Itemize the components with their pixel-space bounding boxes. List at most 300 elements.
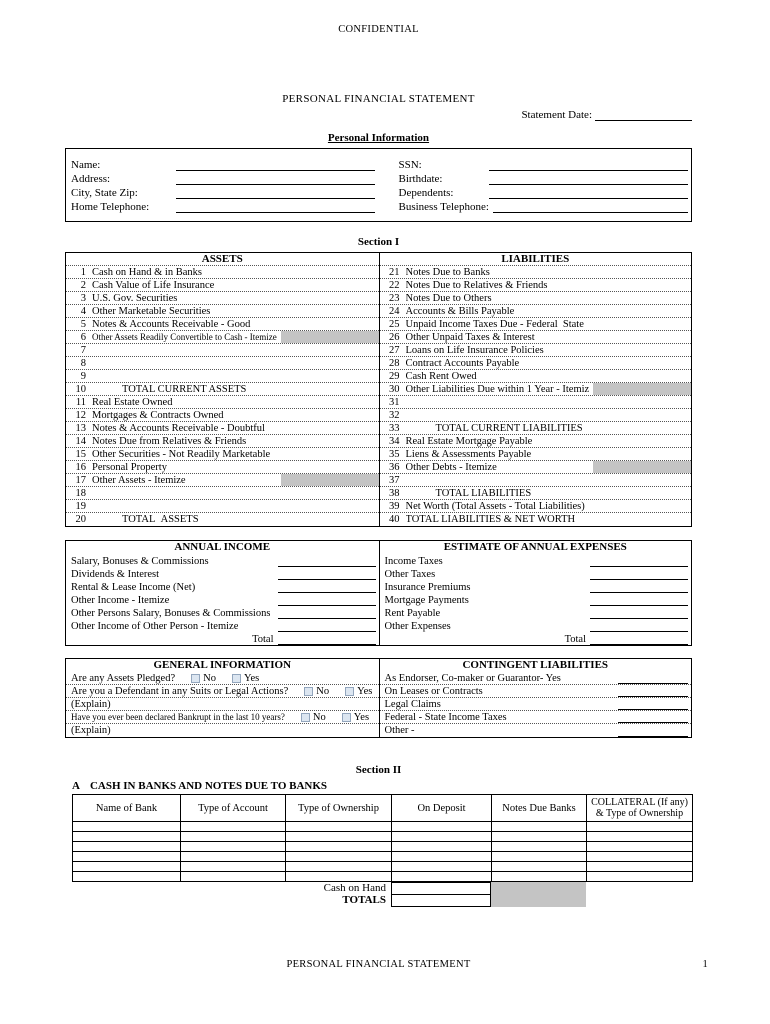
amount-cell[interactable] [593, 370, 691, 382]
bank-table-header-row [73, 795, 693, 822]
line-label: Rent Payable [384, 608, 441, 619]
personal-info-field [71, 171, 375, 185]
line-number: 28 [389, 357, 400, 369]
expense-row [380, 567, 692, 580]
s1-row-liability [380, 513, 692, 526]
general-info-header: GENERAL INFORMATION [153, 659, 292, 671]
field-input-line[interactable] [489, 187, 689, 199]
line-number: 17 [75, 474, 86, 486]
income-row [66, 593, 379, 606]
line-number: 32 [389, 409, 400, 421]
line-label: Federal - State Income Taxes [384, 711, 507, 723]
liabilities-header: LIABILITIES [380, 253, 692, 266]
assets-header: ASSETS [66, 253, 379, 266]
amount-line[interactable] [278, 556, 376, 567]
section1-heading: Section I [357, 236, 400, 248]
statement-date-input-line[interactable] [595, 109, 692, 121]
amount-cell[interactable] [281, 279, 379, 291]
footer-title: PERSONAL FINANCIAL STATEMENT [286, 959, 471, 970]
s1-row-asset [66, 266, 379, 279]
s1-row-liability [380, 331, 692, 344]
contingent-row [380, 724, 692, 737]
bank-table-cell[interactable] [73, 832, 181, 842]
line-label: Insurance Premiums [384, 582, 471, 593]
amount-cell[interactable] [281, 370, 379, 382]
s1-row-asset [66, 409, 379, 422]
field-input-line[interactable] [493, 201, 688, 213]
no-checkbox[interactable] [191, 674, 200, 683]
line-label: Cash Rent Owed [405, 370, 477, 382]
amount-cell[interactable] [281, 266, 379, 278]
annual-income-column [66, 541, 379, 645]
line-label: TOTAL LIABILITIES [435, 487, 532, 499]
bank-table-body [73, 822, 693, 882]
line-number: 6 [80, 331, 86, 343]
line-label: Personal Property [92, 461, 167, 473]
line-label: Other Liabilities Due within 1 Year - Itemiz [405, 383, 590, 395]
line-number: 30 [389, 383, 400, 395]
line-number: 25 [389, 318, 400, 330]
line-number: 23 [389, 292, 400, 304]
page-footer [65, 959, 708, 970]
expense-row [380, 593, 692, 606]
income-total-row [66, 632, 379, 645]
bank-table-cell[interactable] [392, 822, 492, 832]
s1-row-asset [66, 487, 379, 500]
line-number: 12 [75, 409, 86, 421]
contingent-column [379, 659, 692, 737]
s1-row-asset [66, 435, 379, 448]
total-label: Total [252, 634, 274, 645]
s1-row-asset [66, 448, 379, 461]
income-row [66, 580, 379, 593]
line-label: Other Persons Salary, Bonuses & Commissions [71, 608, 271, 619]
bank-table-cell[interactable] [492, 822, 587, 832]
bank-table-row [73, 862, 693, 872]
no-checkbox[interactable] [301, 713, 310, 722]
s1-row-liability [380, 435, 692, 448]
amount-cell[interactable] [593, 305, 691, 317]
line-label: Rental & Lease Income (Net) [71, 582, 196, 593]
s1-row-liability [380, 370, 692, 383]
s1-row-asset [66, 331, 379, 344]
total-label: Total [564, 634, 586, 645]
line-label: TOTAL LIABILITIES & NET WORTH [405, 514, 576, 525]
shaded-amount-cell[interactable] [281, 474, 379, 486]
column-header: Name of Bank [73, 795, 181, 822]
column-header: On Deposit [392, 795, 492, 822]
bank-table-cell[interactable] [286, 832, 392, 842]
amount-line[interactable] [618, 713, 688, 723]
bank-table-cell[interactable] [492, 862, 587, 872]
personal-info-box [65, 148, 692, 222]
field-label: Birthdate: [398, 173, 443, 185]
field-input-line[interactable] [176, 159, 375, 171]
bank-table-cell[interactable] [587, 852, 693, 862]
personal-info-field [71, 185, 375, 199]
line-label: Notes Due to Banks [405, 266, 490, 278]
bank-table-row [73, 842, 693, 852]
personal-info-field [399, 199, 689, 213]
bank-table-cell[interactable] [492, 872, 587, 882]
bank-table-cell[interactable] [73, 872, 181, 882]
page-title: PERSONAL FINANCIAL STATEMENT [282, 93, 475, 105]
expense-rows [380, 554, 692, 645]
amount-cell[interactable] [281, 344, 379, 356]
field-label: Dependents: [398, 187, 454, 199]
amount-cell[interactable] [593, 513, 691, 526]
personal-info-field [399, 157, 689, 171]
contingent-row [380, 698, 692, 711]
line-label: U.S. Gov. Securities [92, 292, 178, 304]
line-label: Unpaid Income Taxes Due - Federal State [405, 318, 584, 330]
line-label: Accounts & Bills Payable [405, 305, 515, 317]
s1-row-liability [380, 396, 692, 409]
s1-row-asset [66, 422, 379, 435]
no-label: No [316, 685, 330, 697]
column-header: Type of Account [181, 795, 286, 822]
field-input-line[interactable] [489, 159, 689, 171]
line-number: 11 [75, 396, 86, 408]
amount-cell[interactable] [281, 409, 379, 421]
s1-row-liability [380, 500, 692, 513]
line-label: Real Estate Owned [92, 396, 173, 408]
yes-label: Yes [243, 672, 260, 684]
contingent-header: CONTINGENT LIABILITIES [462, 659, 609, 671]
no-label: No [312, 711, 326, 723]
shaded-amount-cell[interactable] [593, 461, 691, 473]
line-label: Legal Claims [384, 698, 441, 710]
line-label: Cash Value of Life Insurance [92, 279, 215, 291]
assets-rows [66, 266, 379, 526]
bank-table-cell[interactable] [587, 842, 693, 852]
amount-line[interactable] [590, 569, 688, 580]
line-label: Dividends & Interest [71, 569, 160, 580]
bank-table-cell[interactable] [181, 832, 286, 842]
general-info-column [66, 659, 379, 737]
bank-table-cell[interactable] [392, 872, 492, 882]
bank-table-cell[interactable] [392, 832, 492, 842]
total-amount-line[interactable] [278, 634, 376, 645]
footer-page-number: 1 [702, 959, 708, 970]
bank-table-cell[interactable] [73, 822, 181, 832]
annual-expenses-header: ESTIMATE OF ANNUAL EXPENSES [443, 541, 627, 553]
column-header: Type of Ownership [286, 795, 392, 822]
line-number: 26 [389, 331, 400, 343]
bank-table-cell[interactable] [181, 872, 286, 882]
question-label: Have you ever been declared Bankrupt in the last 10 years? [71, 712, 285, 722]
bank-table-cell[interactable] [587, 862, 693, 872]
s1-row-liability [380, 344, 692, 357]
field-label: Business Telephone: [398, 201, 489, 213]
s1-row-asset [66, 318, 379, 331]
s1-row-asset [66, 383, 379, 396]
line-label: Contract Accounts Payable [405, 357, 520, 369]
bank-table-cell[interactable] [286, 862, 392, 872]
confidential-label: CONFIDENTIAL [338, 24, 419, 35]
amount-cell[interactable] [593, 318, 691, 330]
section1-table [65, 252, 692, 527]
line-label: Notes Due to Relatives & Friends [405, 279, 548, 291]
line-label: Other Unpaid Taxes & Interest [405, 331, 535, 343]
s1-row-liability [380, 383, 692, 396]
amount-line[interactable] [618, 727, 688, 737]
income-row [66, 619, 379, 632]
amount-cell[interactable] [593, 487, 691, 499]
total-amount-line[interactable] [590, 634, 688, 645]
personal-information-heading: Personal Information [327, 132, 430, 144]
shaded-amount-cell[interactable] [281, 331, 379, 343]
bank-table-cell[interactable] [392, 852, 492, 862]
amount-cell[interactable] [593, 500, 691, 512]
amount-cell[interactable] [281, 513, 379, 526]
bank-table-cell[interactable] [73, 852, 181, 862]
field-label: Address: [71, 173, 111, 185]
yes-checkbox[interactable] [342, 713, 351, 722]
no-checkbox[interactable] [304, 687, 313, 696]
line-label: Other Marketable Securities [92, 305, 211, 317]
amount-line[interactable] [278, 595, 376, 606]
s1-row-liability [380, 474, 692, 487]
expense-total-row [380, 632, 692, 645]
line-label: Other Expenses [384, 621, 451, 632]
amount-line[interactable] [618, 700, 688, 710]
income-rows [66, 554, 379, 645]
line-number: 16 [75, 461, 86, 473]
section2-heading: Section II [355, 764, 402, 776]
personal-info-left [66, 157, 379, 221]
amount-line[interactable] [590, 621, 688, 632]
bank-table-cell[interactable] [587, 822, 693, 832]
bank-table-row [73, 832, 693, 842]
expense-row [380, 606, 692, 619]
line-number: 13 [75, 422, 86, 434]
amount-cell[interactable] [593, 279, 691, 291]
amount-cell[interactable] [281, 383, 379, 395]
bank-table-cell[interactable] [286, 842, 392, 852]
contingent-row [380, 672, 692, 685]
amount-cell[interactable] [593, 266, 691, 278]
general-info-row [66, 711, 379, 724]
amount-cell[interactable] [281, 357, 379, 369]
s1-row-liability [380, 292, 692, 305]
general-info-row [66, 724, 379, 737]
expense-row [380, 619, 692, 632]
amount-line[interactable] [278, 569, 376, 580]
field-label: Name: [71, 159, 101, 171]
amount-cell[interactable] [593, 474, 691, 486]
line-label: Net Worth (Total Assets - Total Liabilities) [405, 500, 585, 512]
s1-row-asset [66, 279, 379, 292]
amount-cell[interactable] [281, 422, 379, 434]
contingent-rows [380, 672, 692, 737]
line-label: Other Income - Itemize [71, 595, 170, 606]
line-label: Loans on Life Insurance Policies [405, 344, 544, 356]
line-number: 24 [389, 305, 400, 317]
bank-table-cell[interactable] [587, 832, 693, 842]
amount-cell[interactable] [593, 357, 691, 369]
amount-line[interactable] [590, 582, 688, 593]
bank-table-cell[interactable] [181, 842, 286, 852]
question-label: Are you a Defendant in any Suits or Legal Actions? [71, 685, 289, 697]
annual-expenses-column [379, 541, 692, 645]
shaded-amount-cell[interactable] [593, 383, 691, 395]
personal-info-field [399, 185, 689, 199]
s1-row-asset [66, 357, 379, 370]
totals-shaded-cell [491, 894, 586, 907]
s1-row-asset [66, 461, 379, 474]
bank-table-cell[interactable] [181, 852, 286, 862]
s1-row-liability [380, 305, 692, 318]
line-number: 14 [75, 435, 86, 447]
line-number: 15 [75, 448, 86, 460]
amount-cell[interactable] [593, 448, 691, 460]
yes-checkbox[interactable] [232, 674, 241, 683]
field-input-line[interactable] [176, 201, 375, 213]
general-info-row [66, 672, 379, 685]
yes-label: Yes [353, 711, 370, 723]
line-label: Mortgage Payments [384, 595, 469, 606]
totals-amount-cell[interactable] [391, 894, 491, 907]
amount-cell[interactable] [281, 487, 379, 499]
liabilities-column [379, 253, 692, 526]
s1-row-asset [66, 344, 379, 357]
s1-row-liability [380, 448, 692, 461]
income-row [66, 567, 379, 580]
line-label: Income Taxes [384, 556, 443, 567]
line-number: 10 [75, 383, 86, 395]
personal-info-field [71, 157, 375, 171]
amount-cell[interactable] [281, 396, 379, 408]
personal-info-field [71, 199, 375, 213]
bank-table-cell[interactable] [181, 822, 286, 832]
general-info-row [66, 698, 379, 711]
expense-row [380, 580, 692, 593]
bank-table-cell[interactable] [492, 832, 587, 842]
amount-line[interactable] [590, 556, 688, 567]
bank-table-cell[interactable] [492, 852, 587, 862]
line-number: 1 [80, 266, 86, 278]
section2-letter: A [72, 780, 80, 792]
bank-table-cell[interactable] [286, 852, 392, 862]
general-contingent-table [65, 658, 692, 738]
line-label: Notes & Accounts Receivable - Good [92, 318, 251, 330]
line-number: 4 [80, 305, 86, 317]
bank-table-cell[interactable] [181, 862, 286, 872]
amount-cell[interactable] [593, 292, 691, 304]
bank-table-cell[interactable] [73, 862, 181, 872]
amount-cell[interactable] [593, 435, 691, 447]
bank-table-cell[interactable] [392, 862, 492, 872]
bank-table-cell[interactable] [286, 822, 392, 832]
amount-cell[interactable] [593, 409, 691, 421]
line-number: 40 [389, 514, 400, 525]
amount-line[interactable] [278, 582, 376, 593]
line-label: TOTAL ASSETS [122, 514, 199, 525]
section2-subheading [72, 780, 692, 792]
s1-row-liability [380, 266, 692, 279]
contingent-row [380, 711, 692, 724]
amount-cell[interactable] [281, 305, 379, 317]
line-number: 19 [75, 500, 86, 512]
line-label: On Leases or Contracts [384, 685, 483, 697]
amount-cell[interactable] [593, 344, 691, 356]
line-number: 34 [389, 435, 400, 447]
totals-label: TOTALS [342, 894, 386, 906]
income-expenses-table [65, 540, 692, 646]
line-label: Other Securities - Not Readily Marketable [92, 448, 271, 460]
personal-info-right [379, 157, 692, 221]
amount-line[interactable] [278, 621, 376, 632]
line-label: Mortgages & Contracts Owned [92, 409, 224, 421]
line-number: 22 [389, 279, 400, 291]
column-header-collateral [587, 795, 693, 822]
amount-cell[interactable] [593, 331, 691, 343]
question-label: Are any Assets Pledged? [71, 672, 176, 684]
line-number: 20 [75, 514, 86, 525]
s1-row-liability [380, 422, 692, 435]
field-input-line[interactable] [176, 173, 375, 185]
amount-cell[interactable] [281, 461, 379, 473]
amount-cell[interactable] [281, 435, 379, 447]
amount-cell[interactable] [281, 318, 379, 330]
line-number: 35 [389, 448, 400, 460]
income-row [66, 554, 379, 567]
field-input-line[interactable] [176, 187, 375, 199]
bank-table-cell[interactable] [392, 842, 492, 852]
line-label: Other Debts - Itemize [405, 461, 497, 473]
line-number: 9 [80, 370, 86, 382]
line-number: 33 [389, 422, 400, 434]
bank-table-cell[interactable] [492, 842, 587, 852]
line-number: 18 [75, 487, 86, 499]
income-row [66, 606, 379, 619]
line-number: 38 [389, 487, 400, 499]
line-label: As Endorser, Co-maker or Guarantor- Yes [384, 672, 561, 684]
yes-checkbox[interactable] [345, 687, 354, 696]
line-label: Notes & Accounts Receivable - Doubtful [92, 422, 265, 434]
amount-line[interactable] [618, 674, 688, 684]
collateral-header-line: & Type of Ownership [595, 808, 684, 819]
amount-line[interactable] [278, 608, 376, 619]
line-number: 8 [80, 357, 86, 369]
amount-cell[interactable] [593, 396, 691, 408]
statement-date-label: Statement Date: [521, 109, 592, 121]
line-number: 5 [80, 318, 86, 330]
amount-cell[interactable] [593, 422, 691, 434]
line-number: 29 [389, 370, 400, 382]
line-label: Cash on Hand & in Banks [92, 266, 202, 278]
bank-table-cell[interactable] [587, 872, 693, 882]
field-input-line[interactable] [489, 173, 689, 185]
amount-cell[interactable] [281, 292, 379, 304]
amount-line[interactable] [590, 608, 688, 619]
bank-table-row [73, 872, 693, 882]
line-label: Real Estate Mortgage Payable [405, 435, 533, 447]
bank-table-cell[interactable] [286, 872, 392, 882]
line-label: Other - [384, 725, 415, 736]
line-number: 31 [389, 396, 400, 408]
bank-table-cell[interactable] [73, 842, 181, 852]
amount-line[interactable] [618, 687, 688, 697]
field-label: SSN: [398, 159, 422, 171]
amount-cell[interactable] [281, 448, 379, 460]
line-label: Liens & Assessments Payable [405, 448, 532, 460]
amount-line[interactable] [590, 595, 688, 606]
amount-cell[interactable] [281, 500, 379, 512]
line-number: 7 [80, 344, 86, 356]
s1-row-liability [380, 409, 692, 422]
